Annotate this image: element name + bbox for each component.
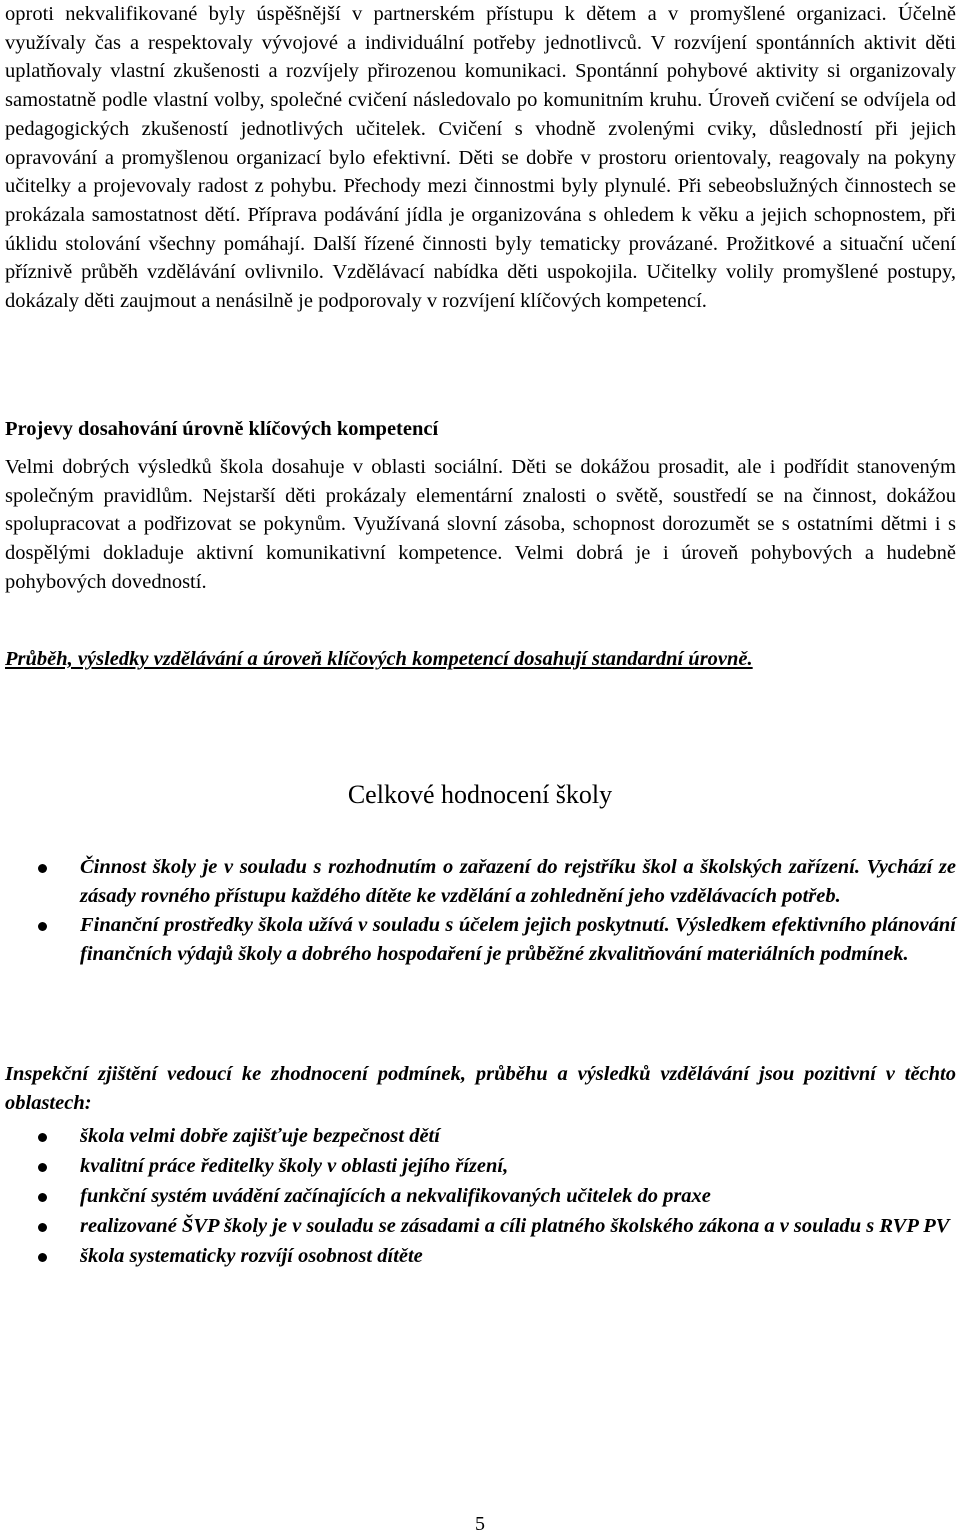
intro-paragraph: oproti nekvalifikované byly úspěšnější v partnerském přístupu k dětem a v promyšlené organizaci. Účelně využívaly čas a respektovaly vývojové a individuální potřeby jednotlivců. V rozvíjení spontánních aktivit děti uplatňovaly vlastní zkušenosti a rozvíjely přirozenou komunikaci. Spontánní pohybové aktivity si organizovaly samostatně podle vlastní volby, společné cvičení následovalo po komunitním kruhu. Úroveň cvičení se odvíjela od pedagogických zkušeností jednotlivých učitelek. Cvičení s vhodně zvolenými cviky, důsledností při jejich opravování a promyšlenou organizací bylo efektivní. Děti se dobře v prostoru orientovaly, reagovaly na pokyny učitelky a projevovaly radost z pohybu. Přechody mezi činnostmi byly plynulé. Při sebeobslužných činnostech se prokázala samostatnost dětí. Příprava podávání jídla je organizována s ohledem k věku a jejich schopnostem, při úklidu stolování všechny pomáhají. Další řízené činnosti byly tematicky provázané. Prožitkové a situační učení příznivě průběh vzdělávání ovlivnilo. Vzdělávací nabídka děti uspokojila. Učitelky volily promyšlené postupy, dokázaly děti zaujmout a nenásilně je podporovaly v rozvíjení klíčových kompetencí. — [5, 3, 956, 313]
overall-evaluation-heading: Celkové hodnocení školy — [347, 780, 613, 809]
list-item-text: Finanční prostředky škola užívá v souladu s účelem jejich poskytnutí. Výsledkem efektivního plánování finančních výdajů školy a dobrého hospodaření je průběžné zkvalitňování materiálních podmínek. — [80, 914, 956, 965]
bullet-icon — [38, 1133, 47, 1142]
list-item-text: Činnost školy je v souladu s rozhodnutím o zařazení do rejstříku škol a školských zařízení. Vychází ze zásady rovného přístupu každého dítěte ke vzdělání a zohlednění jeho vzdělávacích potřeb. — [80, 856, 956, 907]
competences-heading: Projevy dosahování úrovně klíčových kompetencí — [5, 418, 439, 440]
page-number: 5 — [475, 1513, 485, 1535]
overall-evaluation-list — [0, 853, 956, 969]
bullet-icon — [38, 1193, 47, 1202]
list-item — [0, 1212, 956, 1241]
bullet-icon — [38, 1253, 47, 1262]
list-item — [0, 1182, 956, 1211]
list-item-text: škola velmi dobře zajišťuje bezpečnost dětí — [80, 1125, 440, 1147]
bullet-icon — [38, 1223, 47, 1232]
list-item — [0, 911, 956, 969]
inspection-findings-list — [0, 1122, 956, 1272]
bullet-icon — [38, 864, 47, 873]
competences-paragraph: Velmi dobrých výsledků škola dosahuje v oblasti sociální. Děti se dokážou prosadit, ale i podřídit stanoveným společným pravidlům. Nejstarší děti prokázaly elementární znalosti o světě, soustředí se na činnost, dokážou spolupracovat a podřizovat se pokynům. Využívaná slovní zásoba, schopnost dorozumět se s ostatními dětmi i s dospělými dokladuje aktivní komunikativní kompetence. Velmi dobrá je i úroveň pohybových a hudebně pohybových dovedností. — [5, 456, 956, 593]
list-item — [0, 853, 956, 911]
list-item-text: kvalitní práce ředitelky školy v oblasti jejího řízení, — [80, 1155, 509, 1177]
list-item-text: funkční systém uvádění začínajících a nekvalifikovaných učitelek do praxe — [80, 1185, 711, 1207]
list-item — [0, 1242, 956, 1271]
inspection-findings-intro: Inspekční zjištění vedoucí ke zhodnocení podmínek, průběhu a výsledků vzdělávání jsou pozitivní v těchto oblastech: — [5, 1063, 956, 1114]
list-item — [0, 1122, 956, 1151]
list-item-text: realizované ŠVP školy je v souladu se zásadami a cíli platného školského zákona a v souladu s RVP PV — [80, 1215, 950, 1237]
competences-conclusion: Průběh, výsledky vzdělávání a úroveň klíčových kompetencí dosahují standardní úrovně. — [5, 648, 753, 670]
list-item-text: škola systematicky rozvíjí osobnost dítěte — [80, 1245, 423, 1267]
list-item — [0, 1152, 956, 1181]
bullet-icon — [38, 922, 47, 931]
bullet-icon — [38, 1163, 47, 1172]
